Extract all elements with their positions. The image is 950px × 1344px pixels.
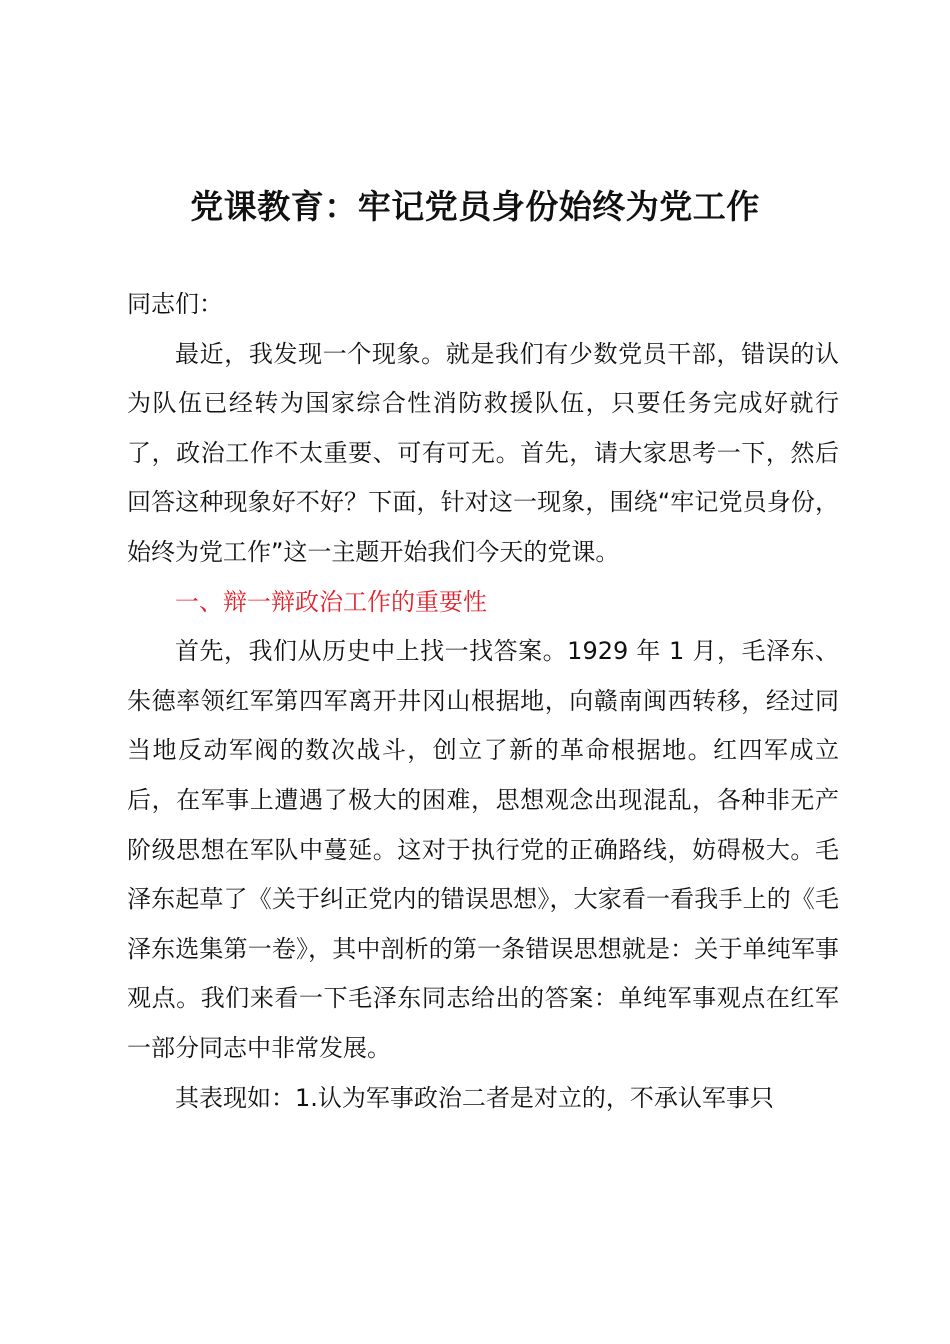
section-heading: 一、辩一辩政治工作的重要性 — [175, 587, 487, 616]
salutation: 同志们： — [127, 290, 223, 318]
section-paragraph: 首先，我们从历史中上找一找答案。1929 年 1 月，毛泽东、朱德率领红军第四军离开井冈山根据地，向赣南闽西转移，经过同当地反动军阀的数次战斗，创立了新的革命根据地。红四军成立后，在军事上遭遇了极大的困难，思想观念出现混乱，各种非无产阶级思想在军队中蔓延。这对于执行党的正确路线，妨碍极大。毛泽东起草了《关于纠正党内的错误思想》，大家看一看我手上的《毛泽东选集第一卷》，其中剖析的第一条错误思想就是：关于单纯军事观点。我们来看一下毛泽东同志给出的答案：单纯军事观点在红军一部分同志中非常发展。 — [127, 637, 839, 1062]
document-title: 党课教育：牢记党员身份始终为党工作 — [190, 187, 760, 226]
section-paragraph: 其表现如：1.认为军事政治二者是对立的，不承认军事只 — [175, 1083, 774, 1112]
intro-paragraph: 最近，我发现一个现象。就是我们有少数党员干部，错误的认为队伍已经转为国家综合性消防救援队伍，只要任务完成好就行了，政治工作不太重要、可有可无。首先，请大家思考一下，然后回答这种现象好不好？下面，针对这一现象，围绕“牢记党员身份，始终为党工作”这一主题开始我们今天的党课。 — [127, 339, 839, 566]
document-body — [127, 280, 839, 1123]
